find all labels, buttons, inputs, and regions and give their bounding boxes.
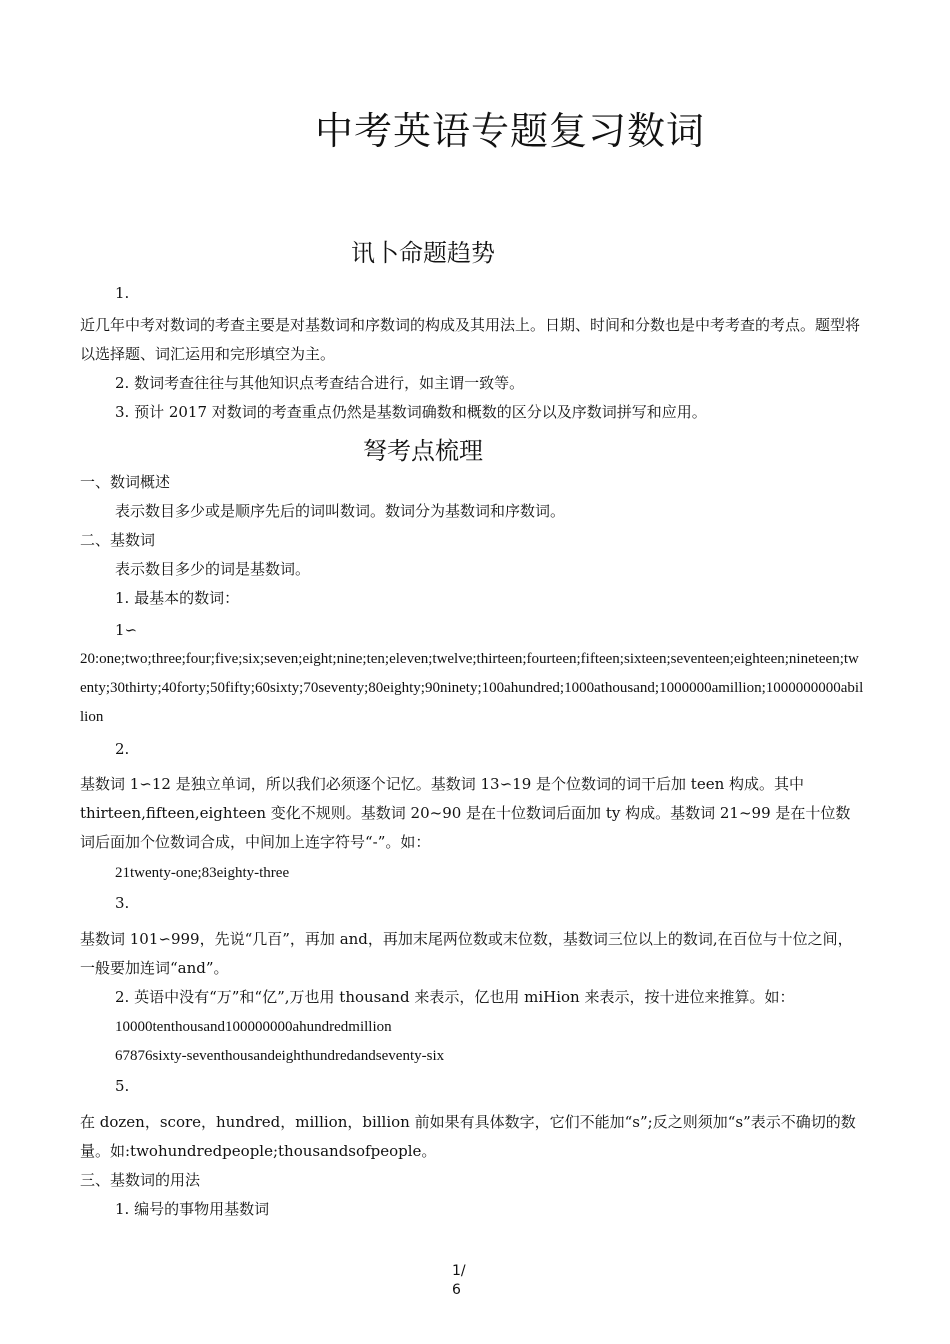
sub2-text: 基数词 1∽12 是独立单词，所以我们必须逐个记忆。基数词 13∽19 是个位数词的词干后加 teen 构成。其中 thirteen,fifteen,eighteen 变化不规则。基数词 20~90 是在十位数词后面加 ty 构成。基数词 21~99 是在十位数词后面加个位数词合成，中间加上连字符号“-”。如： <box>80 775 851 851</box>
part3-title: 三、基数词的用法 <box>80 1171 201 1189</box>
section-heading-trends: 讯卜命题趋势 <box>351 239 495 267</box>
page-number-bottom: 6 <box>452 1282 461 1298</box>
sub5-text: 在 dozen，score，hundred，million，billion 前如果有具体数字，它们不能加“s”;反之则须加“s”表示不确切的数量。如:twohundredpeople;thousandsofpeople。 <box>80 1113 856 1160</box>
sub1-number-list: 20:one;two;three;four;five;six;seven;eight;nine;ten;eleven;twelve;thirteen;fourteen;fifteen;sixteen;seventeen;eighteen;nineteen;twenty;30thirty;40forty;50fifty;60sixty;70seventy;80eighty;90ninety;100ahundred;1000athousand;1000000amillion;1000000000abillion <box>80 651 864 725</box>
sub4-text: 2. 英语中没有“万”和“亿”,万也用 thousand 来表示，亿也用 miHion 来表示，按十进位来推算。如： <box>115 988 795 1006</box>
part2-title: 二、基数词 <box>80 531 156 549</box>
sub3-text: 基数词 101∽999，先说“几百”，再加 and，再加末尾两位数或末位数，基数词三位以上的数词,在百位与十位之间，一般要加连词“and”。 <box>80 930 853 977</box>
part3-item-1: 1. 编号的事物用基数词 <box>115 1200 270 1218</box>
sub5-number: 5. <box>115 1077 130 1095</box>
trend-item-3: 3. 预计 2017 对数词的考查重点仍然是基数词确数和概数的区分以及序数词拼写和应用。 <box>115 403 707 421</box>
part1-text: 表示数目多少或是顺序先后的词叫数词。数词分为基数词和序数词。 <box>115 502 566 520</box>
trend-item-1-text: 近几年中考对数词的考查主要是对基数词和序数词的构成及其用法上。日期、时间和分数也是中考考查的考点。题型将以选择题、词汇运用和完形填空为主。 <box>80 316 861 363</box>
sub1-heading: 1. 最基本的数词： <box>115 589 240 607</box>
page-number-top: 1/ <box>452 1263 466 1279</box>
part1-title: 一、数词概述 <box>80 473 171 491</box>
sub4-example-1: 10000tenthousand100000000ahundredmillion <box>115 1019 392 1035</box>
part2-text: 表示数目多少的词是基数词。 <box>115 560 311 578</box>
trend-item-2: 2. 数词考查往往与其他知识点考查结合进行，如主谓一致等。 <box>115 374 525 392</box>
sub1-number: 1∽ <box>115 621 138 639</box>
sub4-example-2: 67876sixty-seventhousandeighthundredandseventy-six <box>115 1048 445 1064</box>
trend-item-1-number: 1. <box>115 284 130 302</box>
sub3-number: 3. <box>115 894 130 912</box>
document-title: 中考英语专题复习数词 <box>314 109 705 153</box>
section-heading-points: 弩考点梳理 <box>363 437 483 465</box>
page-number <box>452 1262 492 1300</box>
sub2-number: 2. <box>115 740 130 758</box>
sub2-example: 21twenty-one;83eighty-three <box>115 865 290 881</box>
